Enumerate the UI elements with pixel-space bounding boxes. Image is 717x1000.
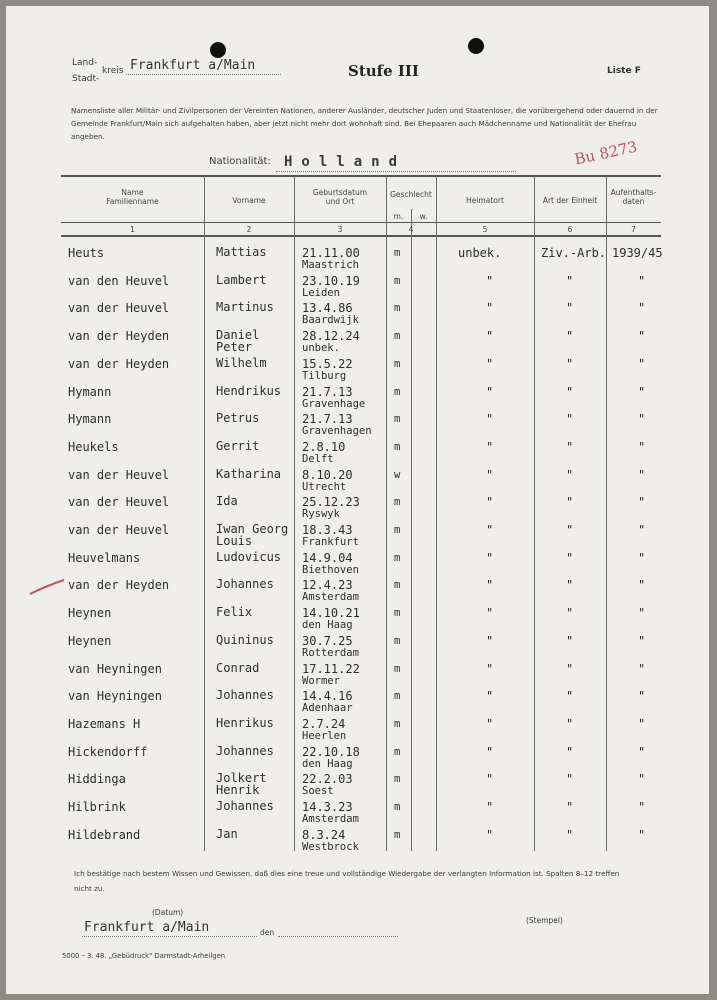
home-town: " bbox=[486, 384, 494, 399]
unit-type: " bbox=[566, 495, 574, 510]
family-name: van Heyningen bbox=[68, 689, 162, 704]
birth-date: 13.4.86 bbox=[302, 301, 353, 316]
family-name: Heukels bbox=[68, 439, 119, 454]
stay-dates: " bbox=[638, 495, 646, 510]
unit-type: " bbox=[566, 772, 574, 787]
family-name: Hilbrink bbox=[68, 800, 126, 814]
unit-type: " bbox=[566, 716, 574, 731]
birth-place: Amsterdam bbox=[302, 591, 359, 604]
sex-mark: m bbox=[394, 551, 401, 564]
stay-dates: " bbox=[638, 273, 646, 288]
birth-date: 28.12.24 bbox=[302, 329, 360, 344]
col-divider bbox=[204, 176, 205, 851]
home-town: " bbox=[486, 800, 494, 814]
family-name: van der Heyden bbox=[68, 356, 170, 371]
birth-place: Tilburg bbox=[302, 369, 347, 382]
unit-type: " bbox=[566, 744, 574, 759]
birth-place: Frankfurt bbox=[302, 536, 359, 548]
family-name: Hiddinga bbox=[68, 772, 126, 787]
birth-place: Wormer bbox=[302, 674, 340, 687]
sex-mark: m bbox=[394, 413, 401, 426]
birth-place: Heerlen bbox=[302, 729, 347, 742]
home-town: " bbox=[486, 412, 494, 427]
home-town: " bbox=[486, 772, 494, 787]
land-label: Land- bbox=[72, 58, 98, 68]
birth-place: Ryswyk bbox=[302, 508, 340, 521]
birth-date: 14.10.21 bbox=[302, 606, 360, 621]
confirmation-text: Ich bestätige nach bestem Wissen und Gewissen, daß dies eine treue und vollständige Wiedergabe der verlangten Information ist. Spalten 8–12 treffen nicht zu. bbox=[74, 869, 620, 893]
header-rule bbox=[61, 222, 661, 223]
home-town: " bbox=[486, 633, 494, 648]
unit-type: " bbox=[566, 578, 574, 593]
stamp-label: (Stempel) bbox=[526, 916, 563, 925]
stay-dates: " bbox=[638, 772, 646, 787]
unit-type: " bbox=[566, 439, 574, 454]
family-name: van den Heuvel bbox=[68, 273, 170, 288]
sex-mark: m bbox=[394, 745, 401, 758]
stay-dates: " bbox=[638, 633, 646, 648]
birth-place: Baardwijk bbox=[302, 314, 359, 327]
number-rule bbox=[61, 235, 661, 237]
first-name: Martinus bbox=[216, 300, 274, 315]
first-name: Henrikus bbox=[216, 715, 274, 730]
col-number: 5 bbox=[482, 225, 488, 234]
stage-title: Stufe III bbox=[348, 62, 419, 80]
first-name: Petrus bbox=[216, 411, 260, 426]
home-town: " bbox=[486, 467, 494, 482]
stay-dates: " bbox=[638, 550, 646, 565]
kreis-label: kreis bbox=[102, 66, 124, 76]
stay-dates: " bbox=[638, 356, 646, 371]
col-header-stay: Aufenthalts- daten bbox=[610, 188, 657, 206]
sex-mark: m bbox=[394, 440, 401, 453]
birth-place: Amsterdam bbox=[302, 813, 359, 825]
birth-date: 15.5.22 bbox=[302, 356, 353, 371]
city-underline bbox=[126, 74, 281, 75]
col-number: 1 bbox=[130, 225, 135, 234]
birth-place: Gravenhagen bbox=[302, 425, 372, 438]
sex-mark: m bbox=[394, 634, 401, 647]
col-header-sex: Geschlecht bbox=[390, 190, 432, 199]
sex-mark: m bbox=[394, 690, 401, 703]
stay-dates: " bbox=[638, 523, 646, 537]
birth-date: 21.7.13 bbox=[302, 412, 353, 427]
col-number: 2 bbox=[246, 225, 252, 234]
sex-mark: m bbox=[394, 274, 401, 287]
stay-dates: " bbox=[638, 439, 646, 454]
birth-place: Maastrich bbox=[302, 259, 359, 271]
unit-type: " bbox=[566, 550, 574, 565]
sex-mark: m bbox=[394, 801, 401, 813]
home-town: " bbox=[486, 744, 494, 759]
unit-type: " bbox=[566, 827, 574, 842]
birth-date: 14.9.04 bbox=[302, 550, 353, 565]
red-pencil-stamp: Bu 8273 bbox=[572, 137, 639, 169]
stadt-label: Stadt- bbox=[72, 74, 100, 84]
sex-mark: m bbox=[394, 773, 401, 786]
home-town: " bbox=[486, 523, 494, 537]
stay-dates: 1939/45 bbox=[612, 246, 663, 260]
unit-type: " bbox=[566, 384, 574, 399]
first-name: Johannes bbox=[216, 577, 274, 592]
table-top-rule bbox=[61, 175, 661, 177]
unit-type: " bbox=[566, 800, 574, 814]
stay-dates: " bbox=[638, 578, 646, 593]
birth-place: Adenhaar bbox=[302, 702, 353, 715]
family-name: Hazemans H bbox=[68, 716, 141, 731]
first-name: Johannes bbox=[216, 743, 274, 758]
unit-type: " bbox=[566, 523, 574, 537]
family-name: van Heyningen bbox=[68, 661, 162, 676]
col-number: 7 bbox=[631, 225, 636, 234]
signature-place: Frankfurt a/Main bbox=[84, 920, 210, 935]
family-name: Heynen bbox=[68, 633, 112, 648]
birth-date: 23.10.19 bbox=[302, 273, 360, 288]
sex-mark: m bbox=[394, 496, 401, 509]
family-name: van der Heyden bbox=[68, 578, 170, 593]
printer-imprint: 5000 – 3. 48. „Gebüdruck" Darmstadt-Arheilgen bbox=[62, 952, 226, 960]
birth-date: 14.3.23 bbox=[302, 800, 353, 814]
first-name: Jolkert Henrik bbox=[216, 771, 267, 798]
unit-type: " bbox=[566, 329, 574, 344]
family-name: Heuts bbox=[68, 246, 105, 260]
birth-date: 22.10.18 bbox=[302, 744, 360, 759]
family-name: Hymann bbox=[68, 412, 112, 427]
sex-mark: m bbox=[394, 302, 401, 315]
sex-mark: m bbox=[394, 524, 401, 536]
stay-dates: " bbox=[638, 827, 646, 842]
home-town: " bbox=[486, 550, 494, 565]
first-name: Felix bbox=[216, 605, 253, 620]
date-line bbox=[278, 936, 398, 937]
sex-mark: m bbox=[394, 717, 401, 730]
home-town: " bbox=[486, 578, 494, 593]
birth-date: 2.7.24 bbox=[302, 716, 346, 731]
col-header-unit: Art der Einheit bbox=[542, 196, 598, 205]
sex-mark: m bbox=[394, 579, 401, 592]
nationality-value: Holland bbox=[284, 154, 407, 170]
family-name: Hickendorff bbox=[68, 744, 148, 759]
birth-place: Utrecht bbox=[302, 480, 347, 493]
list-label: Liste F bbox=[607, 66, 641, 76]
birth-date: 21.7.13 bbox=[302, 384, 353, 399]
home-town: " bbox=[486, 329, 494, 344]
first-name: Johannes bbox=[216, 799, 274, 813]
col-divider bbox=[386, 176, 387, 851]
col-header-sex-w: w. bbox=[419, 212, 428, 221]
stay-dates: " bbox=[638, 329, 646, 344]
sex-mark: m bbox=[394, 357, 401, 370]
sex-mark: m bbox=[394, 662, 401, 675]
birth-date: 2.8.10 bbox=[302, 439, 346, 454]
home-town: " bbox=[486, 439, 494, 454]
home-town: " bbox=[486, 827, 494, 842]
unit-type: " bbox=[566, 689, 574, 704]
birth-date: 17.11.22 bbox=[302, 661, 360, 676]
stay-dates: " bbox=[638, 301, 646, 316]
family-name: van der Heuvel bbox=[68, 523, 170, 537]
first-name: Johannes bbox=[216, 688, 274, 703]
sex-mark: w bbox=[394, 468, 401, 481]
birth-place: Gravenhage bbox=[302, 397, 366, 410]
sex-mark: m bbox=[394, 828, 401, 841]
home-town: " bbox=[486, 689, 494, 704]
first-name: Quininus bbox=[216, 632, 274, 647]
nationality-label: Nationalität: bbox=[209, 156, 271, 167]
first-name: Hendrikus bbox=[216, 383, 282, 398]
unit-type: " bbox=[566, 467, 574, 482]
unit-type: " bbox=[566, 633, 574, 648]
birth-date: 25.12.23 bbox=[302, 495, 360, 510]
first-name: Iwan Georg Louis bbox=[216, 522, 289, 548]
col-divider bbox=[436, 176, 437, 851]
home-town: " bbox=[486, 661, 494, 676]
first-name: Gerrit bbox=[216, 438, 260, 453]
family-name: van der Heuvel bbox=[68, 495, 170, 510]
birth-date: 14.4.16 bbox=[302, 689, 353, 704]
punch-hole bbox=[210, 42, 226, 58]
col-number: 4 bbox=[408, 225, 414, 234]
intro-text: Namensliste aller Militär- und Zivilpersonen der Vereinten Nationen, anderer Ausländer, deutscher Juden und Staatenloser, die vorübergehend oder dauernd in der Gemeinde Frankfurt/Main sich aufgehalten haben, aber jetzt nicht mehr dort wohnhaft sind. Bei Ehepaaren auch Mädchenname und Nationalität der Ehefrau angeben. bbox=[71, 106, 658, 141]
nationality-underline bbox=[276, 171, 516, 172]
birth-date: 8.10.20 bbox=[302, 467, 353, 482]
unit-type: " bbox=[566, 356, 574, 371]
birth-place: unbek. bbox=[302, 342, 340, 355]
unit-type: " bbox=[566, 412, 574, 427]
home-town: " bbox=[486, 273, 494, 288]
col-header-sex-m: m. bbox=[393, 212, 404, 221]
col-divider bbox=[534, 176, 535, 851]
unit-type: " bbox=[566, 301, 574, 316]
first-name: Katharina bbox=[216, 466, 282, 481]
stay-dates: " bbox=[638, 606, 646, 621]
stay-dates: " bbox=[638, 744, 646, 759]
stay-dates: " bbox=[638, 412, 646, 427]
family-name: van der Heyden bbox=[68, 329, 170, 344]
birth-date: 8.3.24 bbox=[302, 827, 346, 842]
family-name: Hymann bbox=[68, 384, 112, 399]
col-divider bbox=[606, 176, 607, 851]
sex-mark: m bbox=[394, 247, 401, 259]
family-name: Hildebrand bbox=[68, 827, 141, 842]
sex-mark: m bbox=[394, 385, 401, 398]
home-town: " bbox=[486, 716, 494, 731]
place-line bbox=[82, 936, 257, 937]
stay-dates: " bbox=[638, 384, 646, 399]
col-divider bbox=[294, 176, 295, 851]
birth-date: 22.2.03 bbox=[302, 772, 353, 787]
birth-place: Biethoven bbox=[302, 563, 359, 576]
stay-dates: " bbox=[638, 467, 646, 482]
first-name: Wilhelm bbox=[216, 355, 267, 370]
unit-type: " bbox=[566, 273, 574, 288]
punch-hole bbox=[468, 38, 484, 54]
family-name: van der Heuvel bbox=[68, 467, 170, 482]
col-header-birth: Geburtsdatum und Ort bbox=[312, 188, 368, 206]
unit-type: " bbox=[566, 661, 574, 676]
home-town: " bbox=[486, 301, 494, 316]
birth-place: Westbrock bbox=[302, 840, 359, 853]
first-name: Mattias bbox=[216, 245, 267, 259]
birth-place: den Haag bbox=[302, 757, 353, 770]
col-header-home: Heimatort bbox=[466, 196, 504, 205]
family-name: Heuvelmans bbox=[68, 550, 141, 565]
stay-dates: " bbox=[638, 800, 646, 814]
date-label: (Datum) bbox=[152, 908, 184, 917]
birth-date: 30.7.25 bbox=[302, 633, 353, 648]
birth-date: 12.4.23 bbox=[302, 578, 353, 593]
family-name: van der Heuvel bbox=[68, 301, 170, 316]
birth-date: 21.11.00 bbox=[302, 246, 360, 260]
birth-place: Soest bbox=[302, 785, 334, 798]
stay-dates: " bbox=[638, 716, 646, 731]
family-name: Heynen bbox=[68, 606, 112, 621]
home-town: " bbox=[486, 495, 494, 510]
stay-dates: " bbox=[638, 689, 646, 704]
den-label: den bbox=[260, 928, 275, 937]
home-town: " bbox=[486, 606, 494, 621]
unit-type: Ziv.-Arb. bbox=[541, 246, 607, 260]
birth-place: Leiden bbox=[302, 286, 340, 299]
first-name: Ludovicus bbox=[216, 549, 282, 564]
first-name: Jan bbox=[216, 826, 238, 841]
birth-place: Delft bbox=[302, 452, 334, 465]
first-name: Lambert bbox=[216, 272, 267, 287]
col-header-firstname: Vorname bbox=[232, 196, 266, 205]
birth-place: den Haag bbox=[302, 619, 353, 632]
sex-mark: m bbox=[394, 607, 401, 620]
sex-mark: m bbox=[394, 330, 401, 343]
home-town: unbek. bbox=[458, 246, 502, 260]
first-name: Ida bbox=[216, 494, 238, 509]
col-number: 3 bbox=[337, 225, 343, 234]
col-header-name: Name Familienname bbox=[106, 188, 159, 206]
unit-type: " bbox=[566, 606, 574, 621]
city-name: Frankfurt a/Main bbox=[130, 58, 256, 73]
red-tick-mark bbox=[28, 576, 68, 598]
col-divider-sex bbox=[411, 209, 412, 851]
first-name: Conrad bbox=[216, 660, 260, 675]
birth-place: Rotterdam bbox=[302, 646, 359, 659]
first-name: Daniel Peter bbox=[216, 328, 260, 355]
birth-date: 18.3.43 bbox=[302, 523, 353, 537]
document-page bbox=[6, 6, 709, 994]
col-number: 6 bbox=[567, 225, 573, 234]
stay-dates: " bbox=[638, 661, 646, 676]
home-town: " bbox=[486, 356, 494, 371]
